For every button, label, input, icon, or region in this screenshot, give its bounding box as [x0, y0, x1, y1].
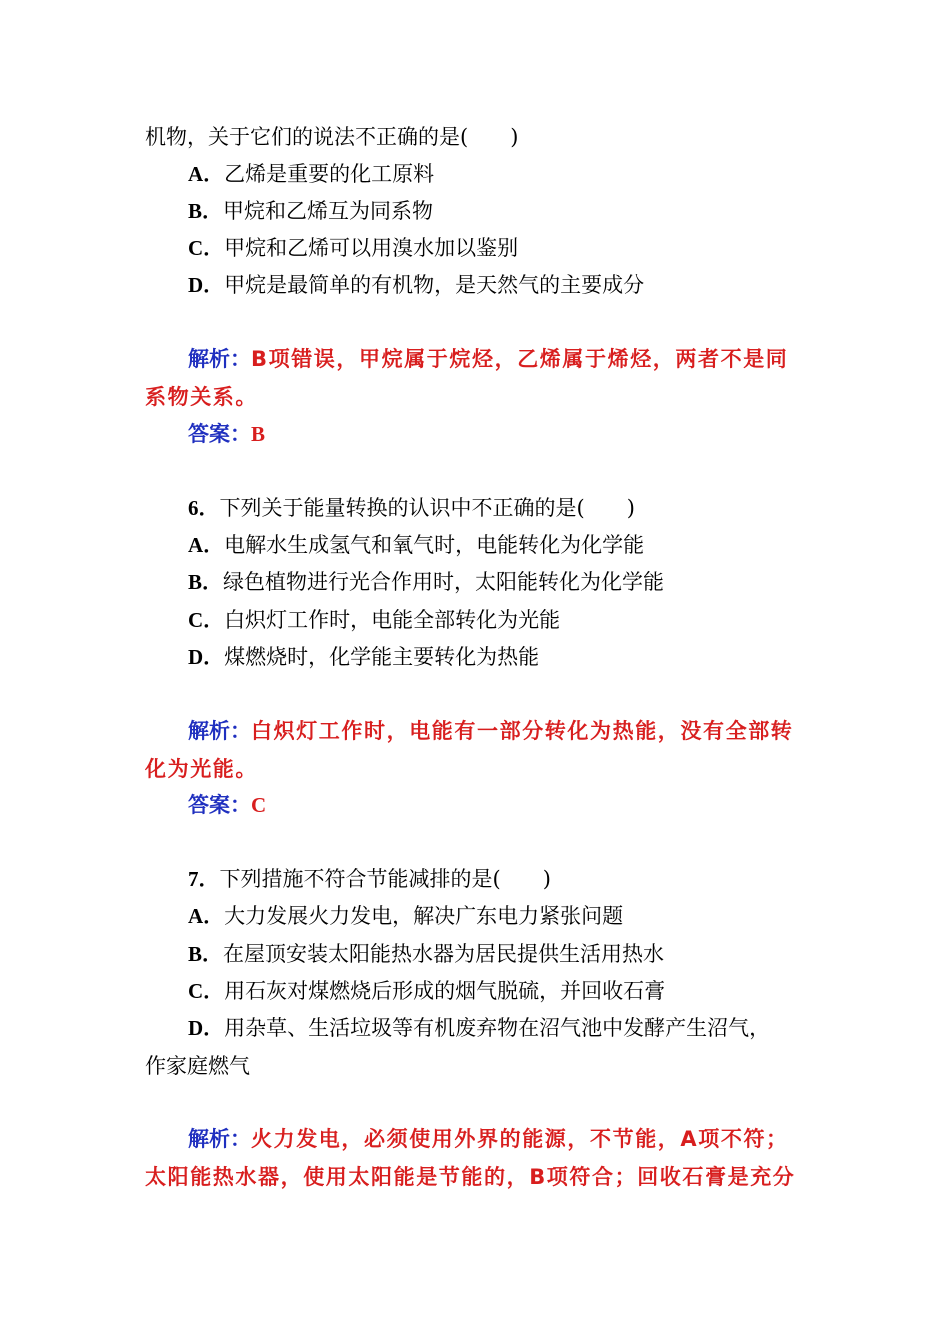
q6-analysis-cont: 化为光能。 [145, 757, 258, 781]
q6-answer: 答案：C [188, 793, 267, 817]
q6-stem: 6．下列关于能量转换的认识中不正确的是( ) [188, 496, 635, 520]
q7-option-b: B．在屋顶安装太阳能热水器为居民提供生活用热水 [188, 942, 665, 966]
q5-stem-text: 机物，关于它们的说法不正确的是( ) [145, 125, 519, 149]
q7-analysis: 解析：火力发电，必须使用外界的能源，不节能，A项不符； [188, 1127, 789, 1151]
q6-option-b: B．绿色植物进行光合作用时，太阳能转化为化学能 [188, 570, 665, 594]
q7-option-c: C．用石灰对煤燃烧后形成的烟气脱硫，并回收石膏 [188, 979, 666, 1003]
q5-option-c: C．甲烷和乙烯可以用溴水加以鉴别 [188, 236, 519, 260]
q7-option-a: A．大力发展火力发电，解决广东电力紧张问题 [188, 904, 624, 928]
q6-analysis: 解析：白炽灯工作时，电能有一部分转化为热能，没有全部转 [188, 719, 794, 743]
q7-stem: 7．下列措施不符合节能减排的是( ) [188, 867, 551, 891]
q6-option-c: C．白炽灯工作时，电能全部转化为光能 [188, 608, 561, 632]
q5-option-d: D．甲烷是最简单的有机物，是天然气的主要成分 [188, 273, 645, 297]
q6-option-a: A．电解水生成氢气和氧气时，电能转化为化学能 [188, 533, 645, 557]
q5-option-b: B．甲烷和乙烯互为同系物 [188, 199, 434, 223]
q5-answer: 答案：B [188, 422, 266, 446]
q5-option-a: A．乙烯是重要的化工原料 [188, 162, 435, 186]
q7-analysis-cont: 太阳能热水器，使用太阳能是节能的，B项符合；回收石膏是充分 [145, 1165, 796, 1189]
q5-stem [145, 122, 518, 152]
q6-option-d: D．煤燃烧时，化学能主要转化为热能 [188, 645, 540, 669]
q5-analysis: 解析：B项错误，甲烷属于烷烃，乙烯属于烯烃，两者不是同 [188, 347, 789, 371]
q7-option-d: D．用杂草、生活垃圾等有机废弃物在沼气池中发酵产生沼气， [188, 1016, 771, 1040]
q5-analysis-cont: 系物关系。 [145, 385, 258, 409]
q7-option-d-cont: 作家庭燃气 [145, 1054, 250, 1078]
